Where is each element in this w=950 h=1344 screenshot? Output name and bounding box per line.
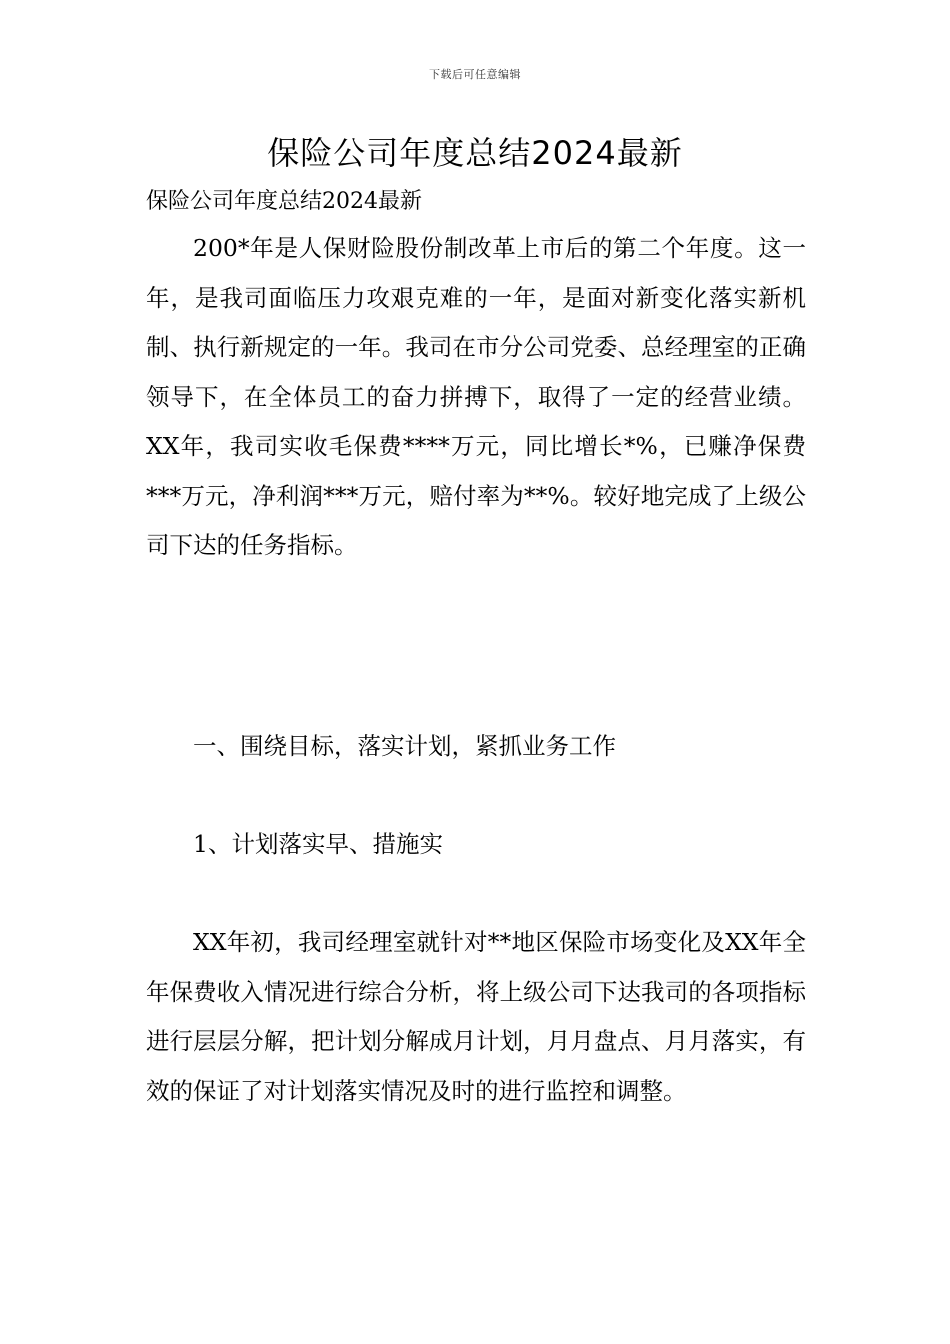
document-subtitle: 保险公司年度总结2024最新 — [146, 189, 422, 214]
sub-heading: 1、计划落实早、措施实 — [193, 830, 443, 858]
document-title: 保险公司年度总结2024最新 — [267, 134, 683, 172]
header-note: 下载后可任意编辑 — [429, 68, 521, 81]
plan-paragraph: XX年初，我司经理室就针对**地区保险市场变化及XX年全年保费收入情况进行综合分析，将上级公司下达我司的各项指标进行层层分解，把计划分解成月计划，月月盘点、月月落实，有效的保证了对计划落实情况及时的进行监控和调整。 — [146, 928, 806, 1105]
intro-paragraph: 200*年是人保财险股份制改革上市后的第二个年度。这一年，是我司面临压力攻艰克难的一年，是面对新变化落实新机制、执行新规定的一年。我司在市分公司党委、总经理室的正确领导下，在全体员工的奋力拼搏下，取得了一定的经营业绩。XX年，我司实收毛保费****万元，同比增长*%，已赚净保费***万元，净利润***万元，赔付率为**%。较好地完成了上级公司下达的任务指标。 — [146, 234, 806, 559]
section-heading: 一、围绕目标，落实计划，紧抓业务工作 — [193, 732, 616, 760]
